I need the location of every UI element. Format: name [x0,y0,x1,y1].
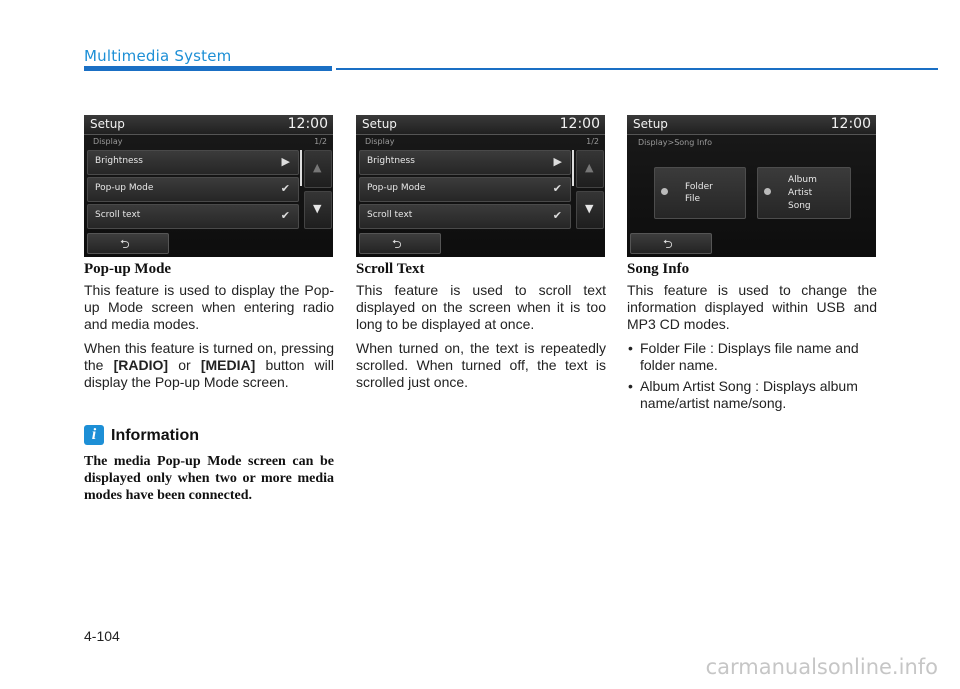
section-heading: Scroll Text [356,261,425,277]
section-paragraph [84,340,334,391]
radio-dot-icon [764,188,771,195]
scrollbar[interactable] [300,150,302,186]
back-arrow-icon: ⮌ [120,237,130,251]
menu-item-brightness[interactable] [87,150,299,175]
scroll-up-button[interactable] [576,150,604,188]
scroll-down-icon: ▼ [313,202,322,215]
screen-title: Setup [633,117,668,131]
screen-subtitle: Display>Song Info [638,138,712,147]
screen-subtitle: Display [365,137,395,146]
option-label-line: Album [788,175,817,185]
back-button[interactable] [630,233,712,254]
screen-title: Setup [362,117,397,131]
section-paragraph: This feature is used to scroll text displayed on the screen when it is too long to be displayed at once. [356,282,606,332]
scrollbar[interactable] [572,150,574,186]
menu-item-scroll-text[interactable] [87,204,299,229]
screen-title: Setup [90,117,125,131]
section-scroll-text [356,261,606,398]
menu-item-label: Pop-up Mode [367,183,426,193]
screen-clock: 12:00 [559,116,600,132]
check-icon: ✔ [552,182,562,195]
menu-item-brightness[interactable] [359,150,571,175]
menu-item-scroll-text[interactable] [359,204,571,229]
option-folder-file[interactable] [654,167,746,219]
menu-item-label: Pop-up Mode [95,183,154,193]
bullet-item: • Folder File : Displays file name and folder name. [627,340,877,374]
screenshot-song-info-setup [627,115,876,257]
menu-item-label: Scroll text [95,210,141,220]
text-span: button will display the Pop-up Mode screen. [84,357,334,390]
back-button[interactable] [87,233,169,254]
check-icon: ✔ [552,209,562,222]
section-paragraph: This feature is used to change the information displayed within USB and MP3 CD modes. [627,282,877,332]
header-rule-thin [336,68,938,70]
screen-top-bar [356,115,605,135]
section-popup-mode [84,261,334,398]
option-label-line: File [685,194,701,204]
text-span: or [168,357,201,373]
section-heading: Pop-up Mode [84,261,172,277]
screen-top-bar [627,115,876,135]
page-number: 4-104 [84,628,120,644]
option-label-line: Song [788,201,811,211]
play-arrow-icon: ▶ [281,155,290,168]
screen-page: 1/2 [314,137,327,146]
back-arrow-icon: ⮌ [392,237,402,251]
option-album-artist-song[interactable] [757,167,851,219]
info-icon: i [84,425,104,445]
option-label-line: Artist [788,188,813,198]
section-heading: Song Info [627,261,690,277]
section-paragraph: When turned on, the text is repeatedly scrolled. When turned off, the text is scrolled just once. [356,340,606,390]
radio-key-label: [RADIO] [113,357,169,373]
scroll-up-button[interactable] [304,150,332,188]
watermark: carmanualsonline.info [705,655,938,679]
screen-clock: 12:00 [287,116,328,132]
section-song-info [627,261,877,416]
screen-page: 1/2 [586,137,599,146]
screen-subtitle: Display [93,137,123,146]
screenshot-display-setup-2 [356,115,605,257]
menu-item-label: Brightness [367,156,415,166]
information-title: Information [111,427,199,444]
check-icon: ✔ [280,209,290,222]
header-title: Multimedia System [84,47,232,65]
header-rule-thick [84,66,332,71]
menu-item-label: Brightness [95,156,143,166]
screenshot-display-setup-1 [84,115,333,257]
radio-dot-icon [661,188,668,195]
menu-item-popup-mode[interactable] [87,177,299,202]
play-arrow-icon: ▶ [553,155,562,168]
scroll-up-icon: ▲ [313,161,322,174]
bullet-item: • Album Artist Song : Displays album name/artist name/song. [627,378,877,412]
option-label-line: Folder [685,182,713,192]
scroll-down-button[interactable] [304,191,332,229]
text-span: When this feature is turned on, pressing the [84,340,334,373]
section-paragraph: This feature is used to display the Pop-up Mode screen when entering radio and media modes. [84,282,334,332]
media-key-label: [MEDIA] [200,357,256,373]
scroll-down-icon: ▼ [585,202,594,215]
information-text: The media Pop-up Mode screen can be displayed only when two or more media modes have been connected. [84,454,334,503]
back-button[interactable] [359,233,441,254]
scroll-up-icon: ▲ [585,161,594,174]
check-icon: ✔ [280,182,290,195]
back-arrow-icon: ⮌ [663,237,673,251]
screen-clock: 12:00 [830,116,871,132]
scroll-down-button[interactable] [576,191,604,229]
menu-item-popup-mode[interactable] [359,177,571,202]
screen-top-bar [84,115,333,135]
menu-item-label: Scroll text [367,210,413,220]
